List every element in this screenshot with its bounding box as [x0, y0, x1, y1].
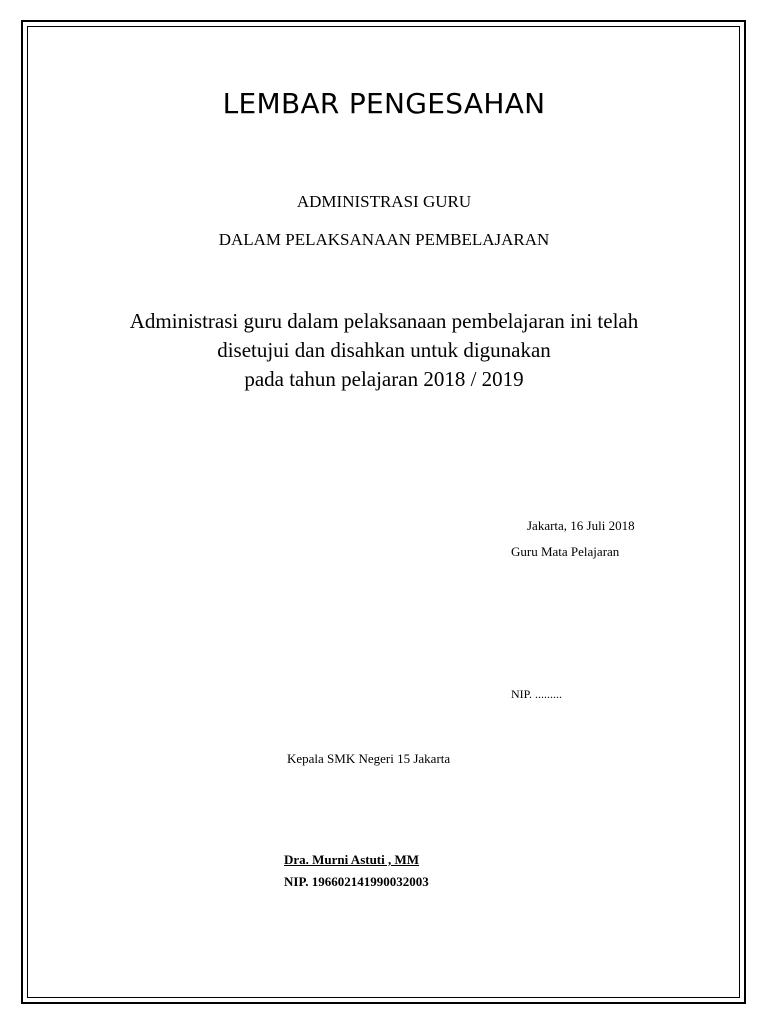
place-date: Jakarta, 16 Juli 2018 — [527, 518, 635, 533]
principal-nip: NIP. 196602141990032003 — [284, 874, 429, 889]
approval-statement-line-1: Administrasi guru dalam pelaksanaan pembelajaran ini telah — [129, 309, 639, 333]
principal-name: Dra. Murni Astuti , MM — [284, 852, 420, 867]
approval-statement-line-2: disetujui dan disahkan untuk digunakan — [217, 338, 551, 362]
page-title: LEMBAR PENGESAHAN — [222, 87, 546, 120]
principal-role: Kepala SMK Negeri 15 Jakarta — [287, 751, 451, 766]
approval-statement-line-3: pada tahun pelajaran 2018 / 2019 — [244, 367, 524, 391]
approval-statement — [60, 307, 708, 394]
subtitle-pelaksanaan-pembelajaran: DALAM PELAKSANAAN PEMBELAJARAN — [218, 230, 550, 249]
teacher-nip: NIP. ......... — [511, 687, 563, 701]
subtitle-administrasi-guru: ADMINISTRASI GURU — [296, 192, 472, 211]
teacher-role: Guru Mata Pelajaran — [511, 544, 620, 559]
